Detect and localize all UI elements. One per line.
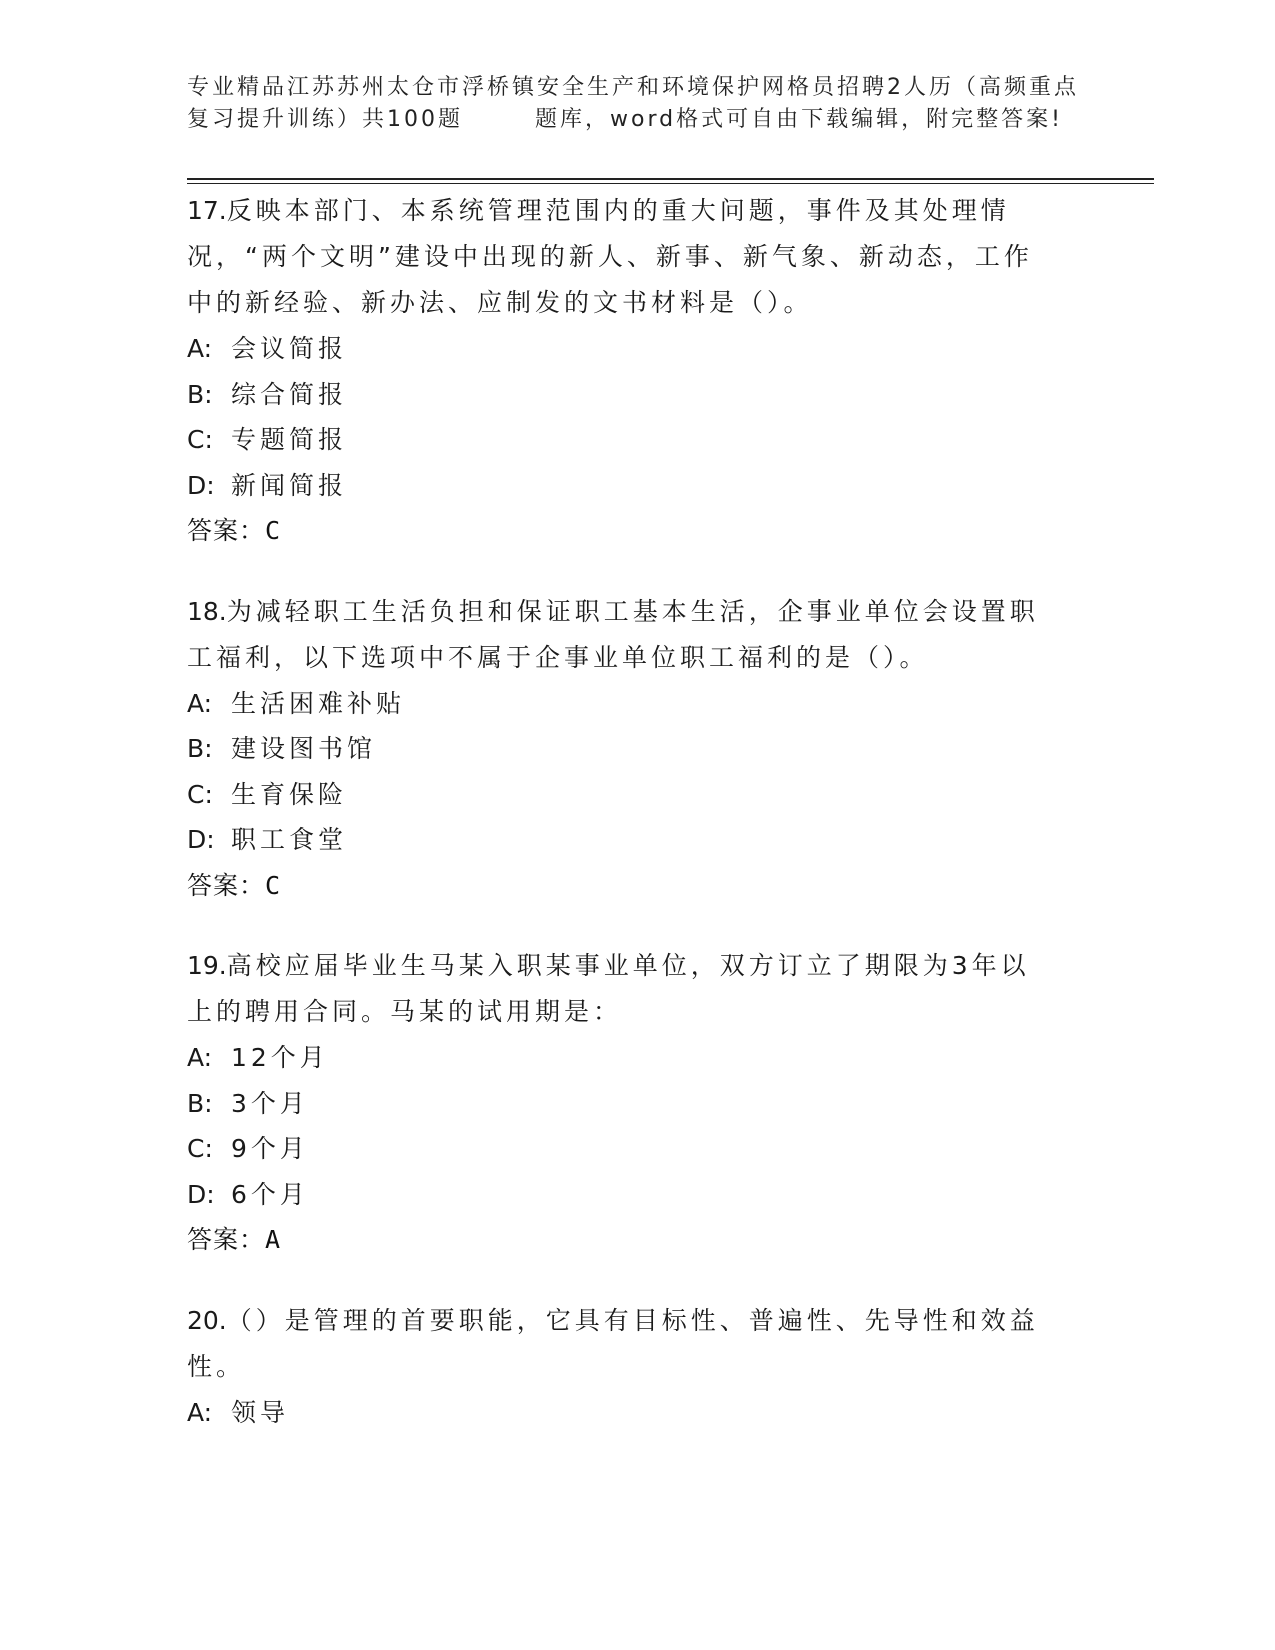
option-c <box>187 772 1087 818</box>
option-a <box>187 681 1087 727</box>
document-header <box>187 72 1087 136</box>
header-line-1: 专业精品江苏苏州太仓市浮桥镇安全生产和环境保护网格员招聘2人历（高频重点 <box>187 75 1079 100</box>
answer-value: C <box>265 870 281 900</box>
option-text: 3个月 <box>231 1088 309 1118</box>
question-stem <box>187 188 1037 326</box>
option-key: D: <box>187 470 215 500</box>
answer-value: A <box>265 1225 281 1254</box>
question-number: 20. <box>187 1305 227 1335</box>
option-text: 新闻简报 <box>231 470 348 500</box>
option-text: 9个月 <box>231 1134 309 1163</box>
answer-label: 答案： <box>187 1225 266 1254</box>
option-a <box>187 1390 1087 1436</box>
question-stem <box>187 1298 1057 1390</box>
option-key: B: <box>187 734 213 763</box>
header-line-2-right: 题库，word格式可自由下载编辑，附完整答案! <box>535 107 1063 132</box>
option-key: A: <box>187 334 213 363</box>
question-19 <box>187 943 1087 1263</box>
question-text: 高校应届毕业生马某入职某事业单位，双方订立了期限为3年以上的聘用合同。马某的试用期是： <box>187 951 1030 1026</box>
question-number: 18. <box>187 596 227 626</box>
option-text: 生活困难补贴 <box>231 688 406 718</box>
header-line-2 <box>187 104 1087 136</box>
question-17 <box>187 188 1087 554</box>
question-text: （）是管理的首要职能，它具有目标性、普遍性、先导性和效益性。 <box>187 1305 1039 1381</box>
option-key: B: <box>187 379 213 409</box>
option-key: C: <box>187 425 213 454</box>
question-text: 为减轻职工生活负担和保证职工基本生活，企事业单位会设置职工福利，以下选项中不属于企事业单位职工福利的是（）。 <box>187 596 1039 672</box>
option-d <box>187 1172 1087 1218</box>
option-key: A: <box>187 688 213 718</box>
option-key: A: <box>187 1397 213 1427</box>
option-text: 综合简报 <box>231 379 348 409</box>
option-text: 6个月 <box>231 1179 309 1209</box>
question-text: 反映本部门、本系统管理范围内的重大问题，事件及其处理情况，“两个文明”建设中出现的新人、新事、新气象、新动态，工作中的新经验、新办法、应制发的文书材料是（）。 <box>187 196 1033 317</box>
option-a <box>187 1035 1087 1081</box>
option-key: A: <box>187 1043 213 1072</box>
option-text: 会议简报 <box>231 334 348 363</box>
option-text: 领导 <box>231 1397 290 1427</box>
question-20 <box>187 1298 1087 1436</box>
question-18 <box>187 589 1087 909</box>
question-stem <box>187 943 1057 1035</box>
option-a <box>187 326 1087 372</box>
option-c <box>187 1126 1087 1172</box>
option-c <box>187 417 1087 463</box>
question-list <box>187 188 1087 1470</box>
option-b <box>187 726 1087 772</box>
option-d <box>187 817 1087 863</box>
header-divider-thin <box>187 183 1154 184</box>
option-key: C: <box>187 779 213 809</box>
option-key: D: <box>187 825 215 854</box>
option-text: 职工食堂 <box>231 825 348 854</box>
option-text: 专题简报 <box>231 425 348 454</box>
option-key: B: <box>187 1088 213 1118</box>
answer-label: 答案： <box>187 870 266 900</box>
answer-line <box>187 1217 1087 1263</box>
option-key: C: <box>187 1134 213 1163</box>
answer-label: 答案： <box>187 516 266 545</box>
option-b <box>187 372 1087 418</box>
header-line-2-left: 复习提升训练）共100题 <box>187 107 463 132</box>
option-key: D: <box>187 1179 215 1209</box>
header-divider-thick <box>187 178 1154 180</box>
answer-line <box>187 863 1087 909</box>
question-stem <box>187 589 1057 681</box>
option-d <box>187 463 1087 509</box>
answer-line <box>187 508 1087 554</box>
question-number: 19. <box>187 951 227 980</box>
option-b <box>187 1081 1087 1127</box>
answer-value: C <box>265 516 281 545</box>
option-text: 12个月 <box>231 1043 329 1072</box>
option-text: 建设图书馆 <box>231 734 377 763</box>
question-number: 17. <box>187 196 227 225</box>
option-text: 生育保险 <box>231 779 348 809</box>
